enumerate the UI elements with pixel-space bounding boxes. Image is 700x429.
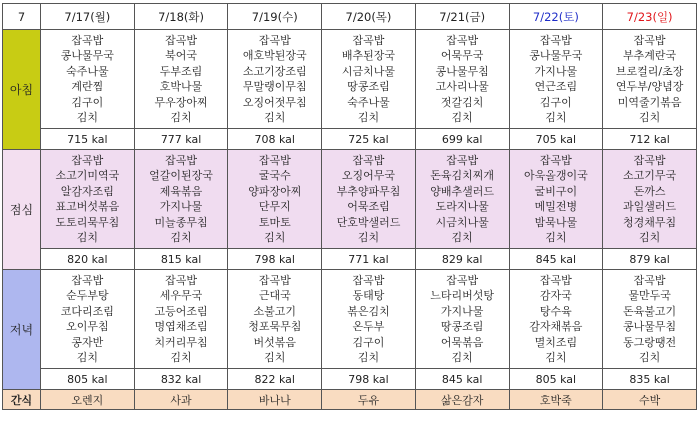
menu-item: 김치 <box>545 351 567 364</box>
menu-item: 청포묵무침 <box>248 320 302 333</box>
menu-item: 동그랑땡전 <box>623 335 677 349</box>
lunch-menu-cell <box>509 150 603 249</box>
menu-item: 치커리무침 <box>154 335 208 349</box>
menu-item: 소불고기 <box>253 304 297 318</box>
menu-item: 버섯볶음 <box>253 335 297 349</box>
menu-item: 두부조림 <box>159 64 203 78</box>
date-header-saturday: 7/22(토) <box>509 4 603 30</box>
menu-item: 가지나물 <box>534 64 578 78</box>
lunch-kcal: 820 kal <box>41 249 135 270</box>
dinner-kcal: 845 kal <box>415 369 509 390</box>
menu-item: 미역줄기볶음 <box>617 95 682 109</box>
menu-item: 김구이 <box>352 335 385 349</box>
breakfast-menu-cell <box>41 30 135 129</box>
menu-item: 잡곡밥 <box>539 33 572 47</box>
menu-item: 표고버섯볶음 <box>55 200 120 213</box>
lunch-kcal: 798 kal <box>228 249 322 270</box>
lunch-menu-cell <box>322 150 416 249</box>
menu-item: 잡곡밥 <box>165 153 197 167</box>
snack-item: 오렌지 <box>41 390 135 410</box>
lunch-kcal: 829 kal <box>415 249 509 270</box>
date-header: 7/18(화) <box>134 4 228 30</box>
menu-item: 어묵볶음 <box>440 335 484 349</box>
menu-item: 부추양파무침 <box>336 184 401 198</box>
breakfast-kcal: 777 kal <box>134 129 228 150</box>
menu-item: 돈육김치찌개 <box>430 169 495 182</box>
menu-item: 토마토 <box>258 215 291 229</box>
menu-item: 과일샐러드 <box>623 200 677 213</box>
menu-item: 김치 <box>170 351 192 364</box>
menu-item: 세우무국 <box>159 289 203 302</box>
menu-item: 김치 <box>357 351 380 364</box>
menu-item: 김치 <box>545 111 567 124</box>
menu-item: 미늘종무침 <box>154 215 208 229</box>
dinner-kcal: 805 kal <box>41 369 135 390</box>
menu-item: 어묵조림 <box>347 200 390 213</box>
menu-item: 알감자조림 <box>60 184 114 198</box>
date-header-sunday: 7/23(일) <box>603 4 697 30</box>
menu-item: 양파장아찌 <box>248 184 302 198</box>
menu-item: 김구이 <box>539 95 572 109</box>
menu-item: 탕수육 <box>539 304 572 318</box>
menu-item: 돈까스 <box>633 184 666 198</box>
menu-item: 잡곡밥 <box>446 33 479 47</box>
menu-item: 굴비구이 <box>534 184 578 198</box>
menu-item: 숙주나물 <box>347 95 390 109</box>
lunch-label: 점심 <box>3 150 41 270</box>
menu-item: 단호박샐러드 <box>336 215 401 229</box>
dinner-menu-cell <box>603 270 697 369</box>
menu-item: 잡곡밥 <box>71 153 104 167</box>
menu-item: 물만두국 <box>628 289 671 302</box>
dinner-label: 저녁 <box>3 270 41 390</box>
dinner-kcal: 805 kal <box>509 369 603 390</box>
breakfast-menu-cell <box>603 30 697 129</box>
menu-item: 잡곡밥 <box>539 153 572 167</box>
menu-item: 도라지나물 <box>435 200 489 213</box>
breakfast-kcal: 712 kal <box>603 129 697 150</box>
menu-item: 연두부/양념장 <box>615 80 684 93</box>
menu-item: 잡곡밥 <box>446 153 479 167</box>
menu-item: 느타리버섯탕 <box>430 289 495 302</box>
lunch-kcal: 879 kal <box>603 249 697 270</box>
lunch-menu-row <box>3 150 697 249</box>
menu-item: 가지나물 <box>159 200 203 213</box>
menu-item: 시금치나물 <box>341 64 396 78</box>
breakfast-kcal: 705 kal <box>509 129 603 150</box>
menu-item: 잡곡밥 <box>258 33 291 47</box>
menu-item: 돈육불고기 <box>623 304 677 318</box>
breakfast-kcal-row <box>3 129 697 150</box>
menu-item: 명엽채조림 <box>154 320 208 333</box>
menu-item: 김치 <box>638 111 661 124</box>
snack-item: 두유 <box>322 390 416 410</box>
menu-item: 북어국 <box>165 49 197 62</box>
menu-item: 감자국 <box>539 289 572 302</box>
menu-item: 김치 <box>76 351 98 364</box>
breakfast-kcal: 725 kal <box>322 129 416 150</box>
month-cell: 7 <box>3 4 41 30</box>
snack-item: 삶은감자 <box>415 390 509 410</box>
dinner-kcal: 798 kal <box>322 369 416 390</box>
lunch-menu-cell <box>415 150 509 249</box>
menu-item: 잡곡밥 <box>258 273 291 287</box>
date-header-row <box>3 4 697 30</box>
lunch-kcal-row <box>3 249 697 270</box>
menu-item: 김치 <box>451 111 473 124</box>
lunch-menu-cell <box>134 150 228 249</box>
menu-item: 김치 <box>76 231 98 244</box>
menu-item: 땅콩조림 <box>347 80 390 93</box>
menu-item: 오징어젓무침 <box>242 95 307 109</box>
weekly-meal-table <box>2 3 697 410</box>
dinner-menu-row <box>3 270 697 369</box>
lunch-menu-cell <box>228 150 322 249</box>
menu-item: 잡곡밥 <box>352 33 385 47</box>
menu-item: 제육볶음 <box>159 184 203 198</box>
breakfast-kcal: 699 kal <box>415 129 509 150</box>
menu-item: 콩나물무국 <box>60 49 114 62</box>
menu-item: 밤묵나물 <box>534 215 578 229</box>
dinner-menu-cell <box>415 270 509 369</box>
menu-item: 소고기장조림 <box>242 64 307 78</box>
menu-item: 동태탕 <box>352 289 385 302</box>
snack-item: 바나나 <box>228 390 322 410</box>
menu-item: 온두부 <box>352 320 385 333</box>
menu-item: 코다리조림 <box>60 304 114 318</box>
menu-item: 아욱올갱이국 <box>523 169 588 182</box>
breakfast-label: 아침 <box>3 30 41 150</box>
breakfast-menu-cell <box>134 30 228 129</box>
menu-item: 김치 <box>357 231 380 244</box>
breakfast-kcal: 708 kal <box>228 129 322 150</box>
dinner-menu-cell <box>134 270 228 369</box>
menu-item: 무말랭이무침 <box>242 80 307 93</box>
menu-item: 볶은김치 <box>347 304 390 318</box>
breakfast-menu-cell <box>509 30 603 129</box>
menu-item: 잡곡밥 <box>71 33 104 47</box>
menu-item: 잡곡밥 <box>165 33 197 47</box>
lunch-kcal: 771 kal <box>322 249 416 270</box>
menu-item: 양배추샐러드 <box>430 184 495 198</box>
menu-item: 김치 <box>545 231 567 244</box>
snack-item: 호박죽 <box>509 390 603 410</box>
menu-item: 잡곡밥 <box>633 273 666 287</box>
menu-item: 잡곡밥 <box>258 153 291 167</box>
menu-item: 단무지 <box>258 200 291 213</box>
menu-item: 어묵무국 <box>440 49 484 62</box>
dinner-kcal-row <box>3 369 697 390</box>
menu-item: 도토리묵무침 <box>55 215 120 229</box>
menu-item: 소고기미역국 <box>55 169 120 182</box>
menu-item: 계란찜 <box>71 80 104 93</box>
lunch-menu-cell <box>603 150 697 249</box>
dinner-kcal: 832 kal <box>134 369 228 390</box>
lunch-kcal: 815 kal <box>134 249 228 270</box>
menu-item: 브로컬리/초장 <box>615 64 684 78</box>
menu-item: 김치 <box>638 231 661 244</box>
menu-item: 부추계란국 <box>623 49 677 62</box>
date-header: 7/17(월) <box>41 4 135 30</box>
dinner-menu-cell <box>509 270 603 369</box>
menu-item: 멸치조림 <box>534 335 578 349</box>
menu-item: 잡곡밥 <box>165 273 197 287</box>
dinner-menu-cell <box>228 270 322 369</box>
menu-item: 청경채무침 <box>623 215 677 229</box>
menu-item: 잡곡밥 <box>71 273 104 287</box>
menu-item: 고사리나물 <box>435 80 489 93</box>
menu-item: 콩자반 <box>71 335 104 349</box>
menu-item: 땅콩조림 <box>440 320 484 333</box>
snack-item: 수박 <box>603 390 697 410</box>
menu-item: 오징어무국 <box>341 169 396 182</box>
menu-item: 잡곡밥 <box>352 153 385 167</box>
menu-item: 젓갈김치 <box>440 95 484 109</box>
date-header: 7/20(목) <box>322 4 416 30</box>
breakfast-kcal: 715 kal <box>41 129 135 150</box>
menu-item: 얼갈이된장국 <box>149 169 213 182</box>
menu-item: 소고기무국 <box>623 169 677 182</box>
dinner-kcal: 822 kal <box>228 369 322 390</box>
menu-item: 잡곡밥 <box>446 273 479 287</box>
snack-label: 간식 <box>3 390 41 410</box>
menu-item: 숙주나물 <box>66 64 109 78</box>
breakfast-menu-cell <box>415 30 509 129</box>
menu-item: 잡곡밥 <box>633 153 666 167</box>
menu-item: 김치 <box>170 231 192 244</box>
menu-item: 고등어조림 <box>154 304 208 318</box>
menu-item: 호박나물 <box>159 80 203 93</box>
menu-item: 무우장아찌 <box>154 95 208 109</box>
menu-item: 메밀전병 <box>534 200 578 213</box>
menu-item: 김치 <box>357 111 380 124</box>
menu-item: 김치 <box>264 351 286 364</box>
menu-item: 잡곡밥 <box>352 273 385 287</box>
menu-item: 근대국 <box>258 289 291 302</box>
date-header: 7/21(금) <box>415 4 509 30</box>
menu-item: 김치 <box>451 351 473 364</box>
menu-item: 콩나물무침 <box>623 320 677 333</box>
menu-item: 김치 <box>170 111 192 124</box>
menu-item: 감자채볶음 <box>529 320 583 333</box>
menu-item: 시금치나물 <box>435 215 489 229</box>
date-header: 7/19(수) <box>228 4 322 30</box>
breakfast-menu-cell <box>228 30 322 129</box>
menu-item: 굴국수 <box>258 169 291 182</box>
breakfast-menu-cell <box>322 30 416 129</box>
menu-item: 오이무침 <box>66 320 109 333</box>
menu-item: 김치 <box>451 231 473 244</box>
menu-item: 김치 <box>264 231 286 244</box>
snack-row <box>3 390 697 410</box>
menu-item: 순두부탕 <box>66 289 109 302</box>
dinner-menu-cell <box>322 270 416 369</box>
menu-item: 김치 <box>264 111 286 124</box>
menu-item: 김구이 <box>71 95 104 109</box>
menu-item: 애호박된장국 <box>242 49 307 62</box>
breakfast-menu-row <box>3 30 697 129</box>
snack-item: 사과 <box>134 390 228 410</box>
menu-item: 잡곡밥 <box>539 273 572 287</box>
menu-item: 김치 <box>638 351 661 364</box>
lunch-menu-cell <box>41 150 135 249</box>
dinner-kcal: 835 kal <box>603 369 697 390</box>
menu-item: 연근조림 <box>534 80 578 93</box>
dinner-menu-cell <box>41 270 135 369</box>
menu-item: 잡곡밥 <box>633 33 666 47</box>
menu-item: 배추된장국 <box>341 49 396 62</box>
menu-item: 콩나물무국 <box>529 49 583 62</box>
lunch-kcal: 845 kal <box>509 249 603 270</box>
menu-item: 김치 <box>76 111 98 124</box>
menu-item: 콩나물무침 <box>435 64 489 78</box>
menu-item: 가지나물 <box>440 304 484 318</box>
